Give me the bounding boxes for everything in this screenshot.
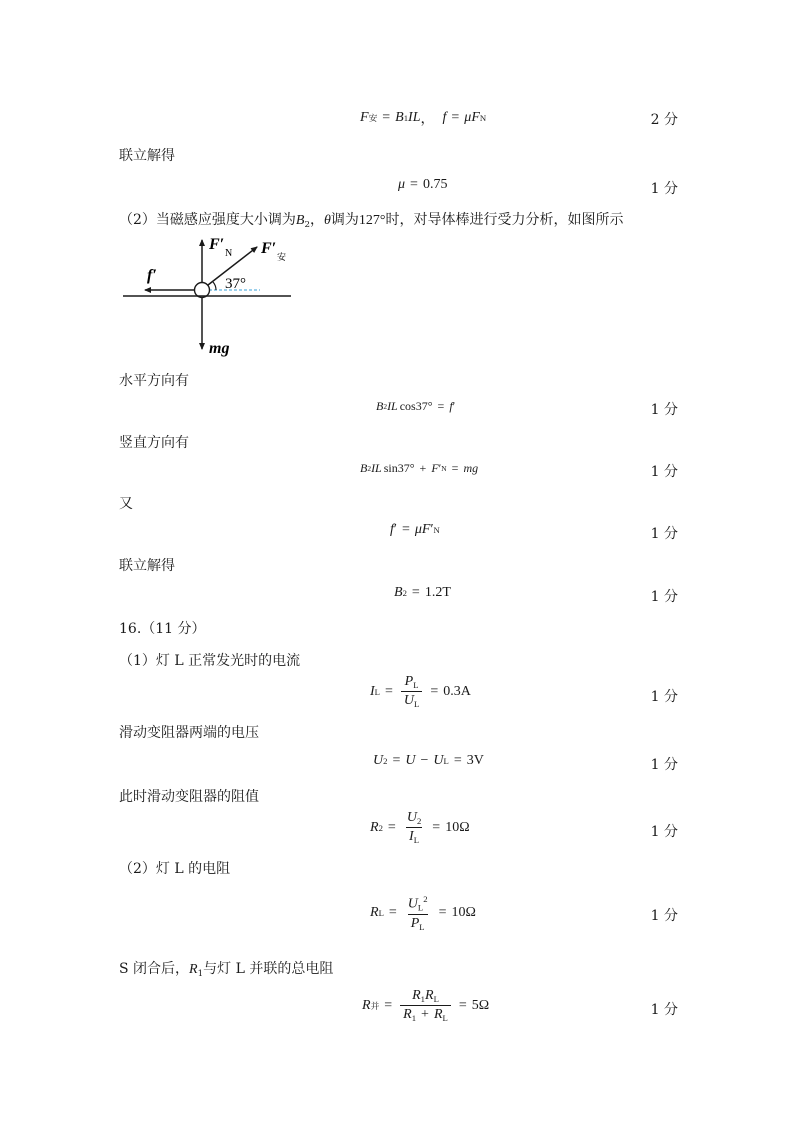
score-label: 1 分: [650, 464, 678, 480]
angle-label: 37°: [225, 276, 246, 292]
text-line: 联立解得: [119, 558, 175, 574]
formula-rheostat-resistance: R 2 = $\frac{U_2}{I_L}$ = 10Ω: [370, 810, 470, 846]
text-line: （2）当磁感应强度大小调为$B_2$，θ调为127°时，对导体棒进行受力分析，如图所示: [119, 212, 624, 231]
friction-force-label: f′: [147, 267, 157, 284]
score-label: 1 分: [650, 757, 678, 773]
formula-vertical: B 2 IL sin37° + F ′ N = mg: [360, 461, 479, 475]
normal-force-subscript: N: [225, 248, 233, 259]
formula-horizontal: B 2 IL cos37° = f ′: [376, 399, 456, 413]
formula-force-friction: F 安 = B 1 IL ， f = μ F N: [360, 110, 487, 127]
text-line: 又: [119, 496, 133, 512]
normal-force-label: F′: [209, 236, 225, 253]
score-label: 2 分: [650, 112, 678, 128]
formula-friction-prime: f ′ = μ F ′ N: [390, 522, 440, 537]
gravity-label: mg: [209, 340, 230, 357]
text-line: 滑动变阻器两端的电压: [119, 725, 259, 741]
formula-mu-result: μ = 0.75: [398, 177, 448, 192]
score-label: 1 分: [650, 1002, 678, 1018]
score-label: 1 分: [650, 824, 678, 840]
score-label: 1 分: [650, 589, 678, 605]
formula-b2-result: B 2 = 1.2T: [394, 585, 451, 600]
text-line: （1）灯 L 正常发光时的电流: [119, 653, 301, 669]
force-diagram: [115, 228, 315, 360]
score-label: 1 分: [650, 526, 678, 542]
text-line: 竖直方向有: [119, 435, 189, 451]
text-line: 此时滑动变阻器的阻值: [119, 789, 259, 805]
question-heading: 16.（11 分）: [119, 621, 206, 637]
formula-lamp-current: I L = $\frac{P_L}{U_L}$ = 0.3A: [370, 674, 471, 710]
ampere-force-subscript: 安: [277, 253, 287, 263]
score-label: 1 分: [650, 181, 678, 197]
formula-rheostat-voltage: U 2 = U − U L = 3V: [373, 753, 484, 768]
score-label: 1 分: [650, 689, 678, 705]
text-line: S 闭合后，$R_1$与灯 L 并联的总电阻: [119, 961, 334, 980]
angle-arc: [213, 282, 216, 290]
formula-lamp-resistance: R L = $\frac{U_L^2}{P_L}$ = 10Ω: [370, 894, 476, 932]
formula-parallel-resistance: R 并 = $\frac{R_1R_L}{R_1 + R_L}$ = 5Ω: [362, 988, 490, 1024]
score-label: 1 分: [650, 402, 678, 418]
text-line: 水平方向有: [119, 373, 189, 389]
text-line: 联立解得: [119, 148, 175, 164]
ampere-force-label: F′: [261, 240, 277, 257]
text-line: （2）灯 L 的电阻: [119, 861, 231, 877]
score-label: 1 分: [650, 908, 678, 924]
